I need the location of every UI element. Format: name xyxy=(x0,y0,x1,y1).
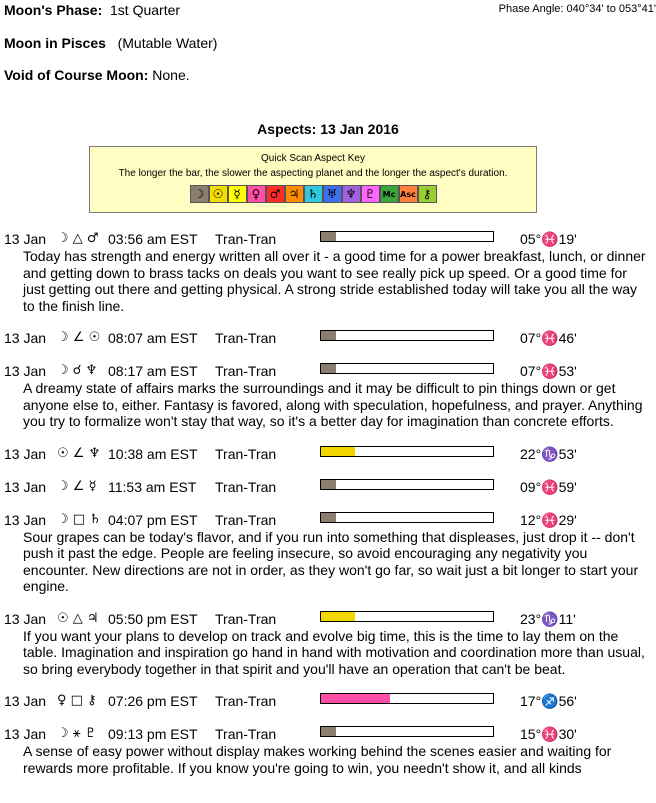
aspect-list xyxy=(0,231,656,792)
planet-glyph-icon: ☉ xyxy=(209,185,228,203)
aspect-position: 22°♑53' xyxy=(520,445,577,462)
aspect-type: Tran-Tran xyxy=(215,610,277,627)
aspect-type: Tran-Tran xyxy=(215,726,277,742)
phase-angle: Phase Angle: 040°34' to 053°41' xyxy=(498,3,656,15)
aspect-entry xyxy=(0,479,656,496)
planet-glyph-icon: ♂ xyxy=(266,185,285,203)
duration-bar-fill xyxy=(321,364,336,373)
moon-phase-value: 1st Quarter xyxy=(110,2,181,18)
aspect-type: Tran-Tran xyxy=(215,363,277,379)
aspect-glyphs: ☽ ⚹ ♇ xyxy=(57,726,97,741)
aspect-key-title: Quick Scan Aspect Key xyxy=(261,153,365,164)
aspect-glyphs: ☽ △ ♂ xyxy=(57,231,99,246)
aspect-date: 13 Jan xyxy=(4,693,47,709)
aspect-glyphs: ♀ □ ⚷ xyxy=(57,693,97,708)
aspect-glyphs: ☽ □ ♄ xyxy=(57,511,101,527)
aspect-type: Tran-Tran xyxy=(215,231,277,247)
aspect-glyphs: ☽ ∠ ☉ xyxy=(57,330,101,345)
aspect-entry xyxy=(0,446,656,463)
aspect-position: 15°♓30' xyxy=(520,726,577,742)
duration-bar-fill xyxy=(321,480,336,489)
duration-bar-fill xyxy=(321,612,355,621)
void-value: None. xyxy=(152,67,190,83)
planet-glyph-icon: ♇ xyxy=(361,185,380,203)
aspect-header-row xyxy=(0,363,656,380)
aspect-time: 05:50 pm EST xyxy=(108,610,198,627)
duration-bar-fill xyxy=(321,447,355,456)
aspect-time: 07:26 pm EST xyxy=(108,693,198,709)
aspect-date: 13 Jan xyxy=(4,231,47,247)
aspect-entry xyxy=(0,726,656,776)
aspect-date: 13 Jan xyxy=(4,478,47,495)
aspect-time: 08:07 am EST xyxy=(108,330,198,346)
aspect-header-row xyxy=(0,726,656,743)
aspect-type: Tran-Tran xyxy=(215,511,277,528)
void-of-course-line xyxy=(4,67,190,83)
duration-bar-fill xyxy=(321,727,336,736)
duration-bar xyxy=(320,330,494,341)
planet-glyph-icon: ♀ xyxy=(247,185,266,203)
duration-bar xyxy=(320,693,494,704)
moon-sign-label: Moon in Pisces xyxy=(4,35,106,51)
aspect-description: Today has strength and energy written all over it - a good time for a power breakfast, lunch, or dinner and getting down to brass tacks on deals you want to see really pick up speed. Or a good time for just getting out there and getting physical. A strong stride established today will take you all the way to the finish line. xyxy=(23,248,646,314)
aspect-position: 07°♓53' xyxy=(520,363,577,379)
aspect-key-subtitle: The longer the bar, the slower the aspecting planet and the longer the aspect's duration. xyxy=(118,168,508,179)
aspect-position: 07°♓46' xyxy=(520,330,577,346)
aspect-time: 08:17 am EST xyxy=(108,363,198,379)
duration-bar xyxy=(320,446,494,457)
planet-glyph-icon: ♅ xyxy=(323,185,342,203)
moon-sign-line xyxy=(4,35,217,51)
aspect-header-row xyxy=(0,479,656,496)
aspect-header-row xyxy=(0,512,656,529)
aspect-type: Tran-Tran xyxy=(215,478,277,495)
planet-glyph-row xyxy=(90,185,536,203)
aspect-glyphs: ☉ △ ♃ xyxy=(57,610,99,626)
moon-sign-detail: (Mutable Water) xyxy=(117,35,218,51)
aspect-header-row xyxy=(0,693,656,710)
aspect-entry xyxy=(0,611,656,678)
aspect-date: 13 Jan xyxy=(4,511,47,528)
aspect-date: 13 Jan xyxy=(4,726,47,742)
aspect-type: Tran-Tran xyxy=(215,330,277,346)
aspect-time: 11:53 am EST xyxy=(108,478,197,495)
aspect-header-row xyxy=(0,330,656,347)
aspect-position: 23°♑11' xyxy=(520,610,576,627)
void-label: Void of Course Moon: xyxy=(4,67,149,83)
aspect-date: 13 Jan xyxy=(4,330,47,346)
duration-bar-fill xyxy=(321,232,336,241)
aspect-time: 03:56 am EST xyxy=(108,231,198,247)
aspect-date: 13 Jan xyxy=(4,610,47,627)
aspects-title: Aspects: 13 Jan 2016 xyxy=(257,121,399,137)
aspect-time: 10:38 am EST xyxy=(108,445,198,462)
planet-glyph-icon: ♆ xyxy=(342,185,361,203)
aspect-entry xyxy=(0,693,656,710)
aspect-header-row xyxy=(0,611,656,628)
duration-bar xyxy=(320,363,494,374)
aspect-entry xyxy=(0,231,656,314)
aspect-description: A dreamy state of affairs marks the surroundings and it may be difficult to pin things down or get anyone else to, either. Fantasy is favored, along with speculation, hopefulness, and prayer. Anything you try to formalize won't stay that way, so it's a better day for imagination than concrete efforts. xyxy=(23,380,643,429)
aspect-glyphs: ☉ ∠ ♆ xyxy=(57,445,101,461)
aspect-description: Sour grapes can be today's flavor, and if you run into something that displeases, just drop it -- don't push it past the edge. People are feeling insecure, so avoid encouraging any negativity you encounter. New directions are not in order, as they won't go far, so wait just a bit longer to start your engine. xyxy=(23,528,639,594)
duration-bar-fill xyxy=(321,331,336,340)
aspect-entry xyxy=(0,330,656,347)
duration-bar xyxy=(320,512,494,523)
aspect-position: 17°♐56' xyxy=(520,693,577,709)
planet-glyph-icon: ♄ xyxy=(304,185,323,203)
planet-glyph-icon: ♃ xyxy=(285,185,304,203)
planet-glyph-icon: ☽ xyxy=(190,185,209,203)
aspect-key-box xyxy=(89,146,537,213)
aspect-header-row xyxy=(0,446,656,463)
planet-glyph-icon: ⚷ xyxy=(418,185,437,203)
aspect-glyphs: ☽ ☌ ♆ xyxy=(57,363,98,378)
duration-bar xyxy=(320,231,494,242)
duration-bar-fill xyxy=(321,694,390,703)
moon-phase-label: Moon's Phase: xyxy=(4,2,103,18)
planet-glyph-icon: Mc xyxy=(380,185,399,203)
aspect-date: 13 Jan xyxy=(4,363,47,379)
aspect-header-row xyxy=(0,231,656,248)
aspect-type: Tran-Tran xyxy=(215,693,277,709)
aspect-glyphs: ☽ ∠ ☿ xyxy=(57,478,97,494)
duration-bar-fill xyxy=(321,513,336,522)
moon-phase-line xyxy=(4,2,180,18)
planet-glyph-icon: ☿ xyxy=(228,185,247,203)
aspect-date: 13 Jan xyxy=(4,445,47,462)
aspect-entry xyxy=(0,363,656,430)
planet-glyph-icon: Asc xyxy=(399,185,418,203)
aspect-position: 09°♓59' xyxy=(520,478,577,495)
aspect-time: 09:13 pm EST xyxy=(108,726,198,742)
duration-bar xyxy=(320,479,494,490)
aspect-description: If you want your plans to develop on track and evolve big time, this is the time to lay them on the table. Imagination and inspiration go hand in hand with motivation and coordination more than usual, so bring everybody together in that spirit and you'll have an operation that can't be beat. xyxy=(23,627,645,677)
aspect-position: 05°♓19' xyxy=(520,231,577,247)
aspect-time: 04:07 pm EST xyxy=(108,511,198,528)
duration-bar xyxy=(320,726,494,737)
aspect-type: Tran-Tran xyxy=(215,445,277,462)
aspect-position: 12°♓29' xyxy=(520,511,577,528)
aspect-description: A sense of easy power without display makes working behind the scenes easier and waiting for rewards more profitable. If you know you're going to win, you needn't show it, and all kinds xyxy=(23,743,612,776)
aspect-entry xyxy=(0,512,656,595)
duration-bar xyxy=(320,611,494,622)
